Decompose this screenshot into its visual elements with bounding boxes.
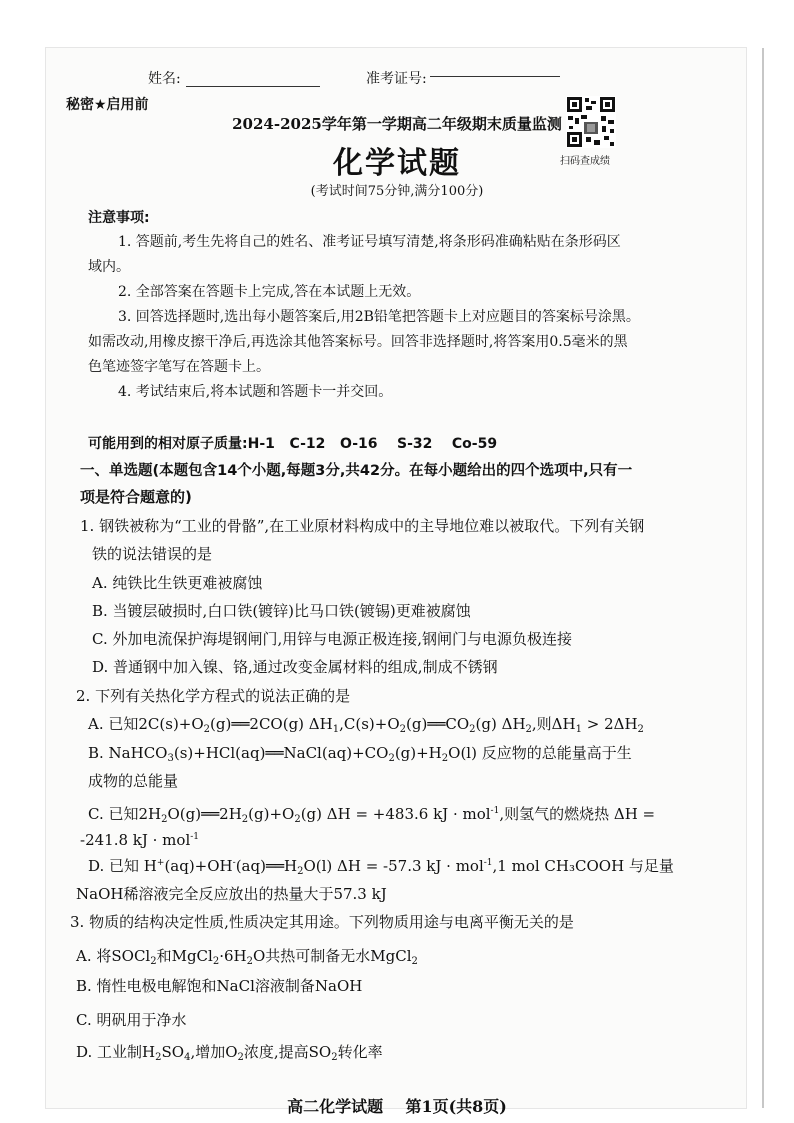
q1-option-c[interactable]: C. 外加电流保护海堤钢闸门,用锌与电源正极连接,钢闸门与电源负极连接	[92, 630, 573, 648]
mass-h: H-1	[247, 436, 275, 452]
q2-option-c-value: -241.8 kJ · mol	[80, 831, 191, 849]
page-footer	[0, 1094, 794, 1117]
mass-co: Co-59	[451, 436, 498, 452]
notice-item-1-cont: 域内。	[88, 259, 130, 275]
q2-option-c-tail: ,则氢气的燃烧热 ΔH =	[499, 805, 656, 823]
q1-option-d[interactable]: D. 普通钢中加入镍、铬,通过改变金属材料的组成,制成不锈钢	[92, 658, 498, 676]
q1-stem: 1. 钢铁被称为“工业的骨骼”,在工业原材料构成中的主导地位难以被取代。下列有关钢	[80, 517, 645, 535]
mass-s: S-32	[397, 436, 433, 452]
notice-item-3-cont2: 色笔迹签字笔写在答题卡上。	[88, 359, 270, 375]
section-1-heading-cont: 项是符合题意的)	[80, 488, 192, 506]
notice-item-4: 4. 考试结束后,将本试题和答题卡一并交回。	[118, 384, 393, 400]
q1-option-b[interactable]: B. 当镀层破损时,白口铁(镀锌)比马口铁(镀锡)更难被腐蚀	[92, 602, 471, 620]
q2-option-b[interactable]: B. $NaHCO_3(s)+HCl(aq)══NaCl(aq)+CO_2(g)+H_2O(l)$ 反应物的总能量高于生	[88, 744, 632, 764]
exam-id-label: 准考证号:	[366, 71, 427, 87]
q2-option-c-cont: -241.8 kJ · mol$^{-1}$	[80, 831, 200, 849]
name-label: 姓名:	[148, 71, 181, 87]
qr-caption: 扫码查成绩	[560, 156, 610, 167]
secret-label: 秘密★启用前	[66, 97, 149, 113]
notice-item-2: 2. 全部答案在答题卡上完成,答在本试题上无效。	[118, 284, 421, 300]
notice-title: 注意事项:	[88, 210, 150, 226]
q3-option-b[interactable]: B. 惰性电极电解饱和NaCl溶液制备NaOH	[76, 977, 363, 995]
notice-item-3-cont: 如需改动,用橡皮擦干净后,再选涂其他答案标号。回答非选择题时,将答案用0.5毫米的黑	[88, 334, 628, 350]
q2-stem: 2. 下列有关热化学方程式的说法正确的是	[76, 687, 351, 705]
q2-option-c[interactable]: C. 已知$2H_2O(g)══2H_2(g)+O_2(g) \Delta H = +483.6$ kJ · mol$^{-1}$,则氢气的燃烧热 ΔH =	[88, 805, 656, 825]
page-edge	[762, 48, 764, 1108]
mass-c: C-12	[289, 436, 326, 452]
q1-stem-cont: 铁的说法错误的是	[92, 545, 213, 563]
q3-stem: 3. 物质的结构决定性质,性质决定其用途。下列物质用途与电离平衡无关的是	[70, 913, 574, 931]
q1-option-a[interactable]: A. 纯铁比生铁更难被腐蚀	[92, 574, 263, 592]
atomic-masses-label: 可能用到的相对原子质量:	[88, 436, 248, 452]
name-field[interactable]	[186, 86, 320, 87]
q2-option-b-tail: 反应物的总能量高于生	[481, 744, 632, 762]
q2-option-d[interactable]: D. 已知 $H^+(aq)+OH^-(aq)══H_2O(l) \Delta H = -57.3$ kJ · mol$^{-1}$,1 mol CH₃COOH 与足量	[88, 857, 674, 877]
exam-id-field[interactable]	[430, 76, 560, 77]
q3-option-a[interactable]: A. 将SOCl$_2$和$MgCl_2\cdot 6H_2O$共热可制备无水MgCl$_2$	[76, 947, 418, 967]
notice-item-1: 1. 答题前,考生先将自己的姓名、准考证号填写清楚,将条形码准确粘贴在条形码区	[118, 234, 621, 250]
q2-option-a[interactable]: A. 已知$2C(s)+O_2(g)══2CO(g)$ $\Delta H_1,C(s)+O_2(g)══CO_2(g)$ $\Delta H_2$,则$\Delta H_1 > 2\Delta H_2$	[88, 715, 644, 735]
exam-title: 2024-2025学年第一学期高二年级期末质量监测	[232, 115, 562, 133]
q2-option-d-cont: NaOH稀溶液完全反应放出的热量大于57.3 kJ	[76, 885, 387, 903]
q3-option-c[interactable]: C. 明矾用于净水	[76, 1011, 187, 1029]
subject-title: 化学试题	[333, 146, 461, 181]
exam-info: (考试时间75分钟,满分100分)	[310, 184, 484, 199]
q2-option-d-tail: ,1 mol CH₃COOH 与足量	[492, 857, 674, 875]
q2-option-d-prefix: D. 已知	[88, 857, 140, 875]
mass-o: O-16	[340, 436, 378, 452]
notice-item-3: 3. 回答选择题时,选出每小题答案后,用2B铅笔把答题卡上对应题目的答案标号涂黑。	[118, 309, 640, 325]
atomic-masses	[88, 433, 497, 453]
q3-option-d[interactable]: D. 工业制$H_2SO_4$,增加$O_2$浓度,提高$SO_2$转化率	[76, 1043, 383, 1063]
footer-subject: 高二化学试题	[287, 1097, 384, 1116]
q2-option-b-cont: 成物的总能量	[88, 772, 179, 790]
footer-page-number: 第1页(共8页)	[405, 1097, 507, 1116]
section-1-heading: 一、单选题(本题包含14个小题,每题3分,共42分。在每小题给出的四个选项中,只有一	[80, 463, 633, 479]
